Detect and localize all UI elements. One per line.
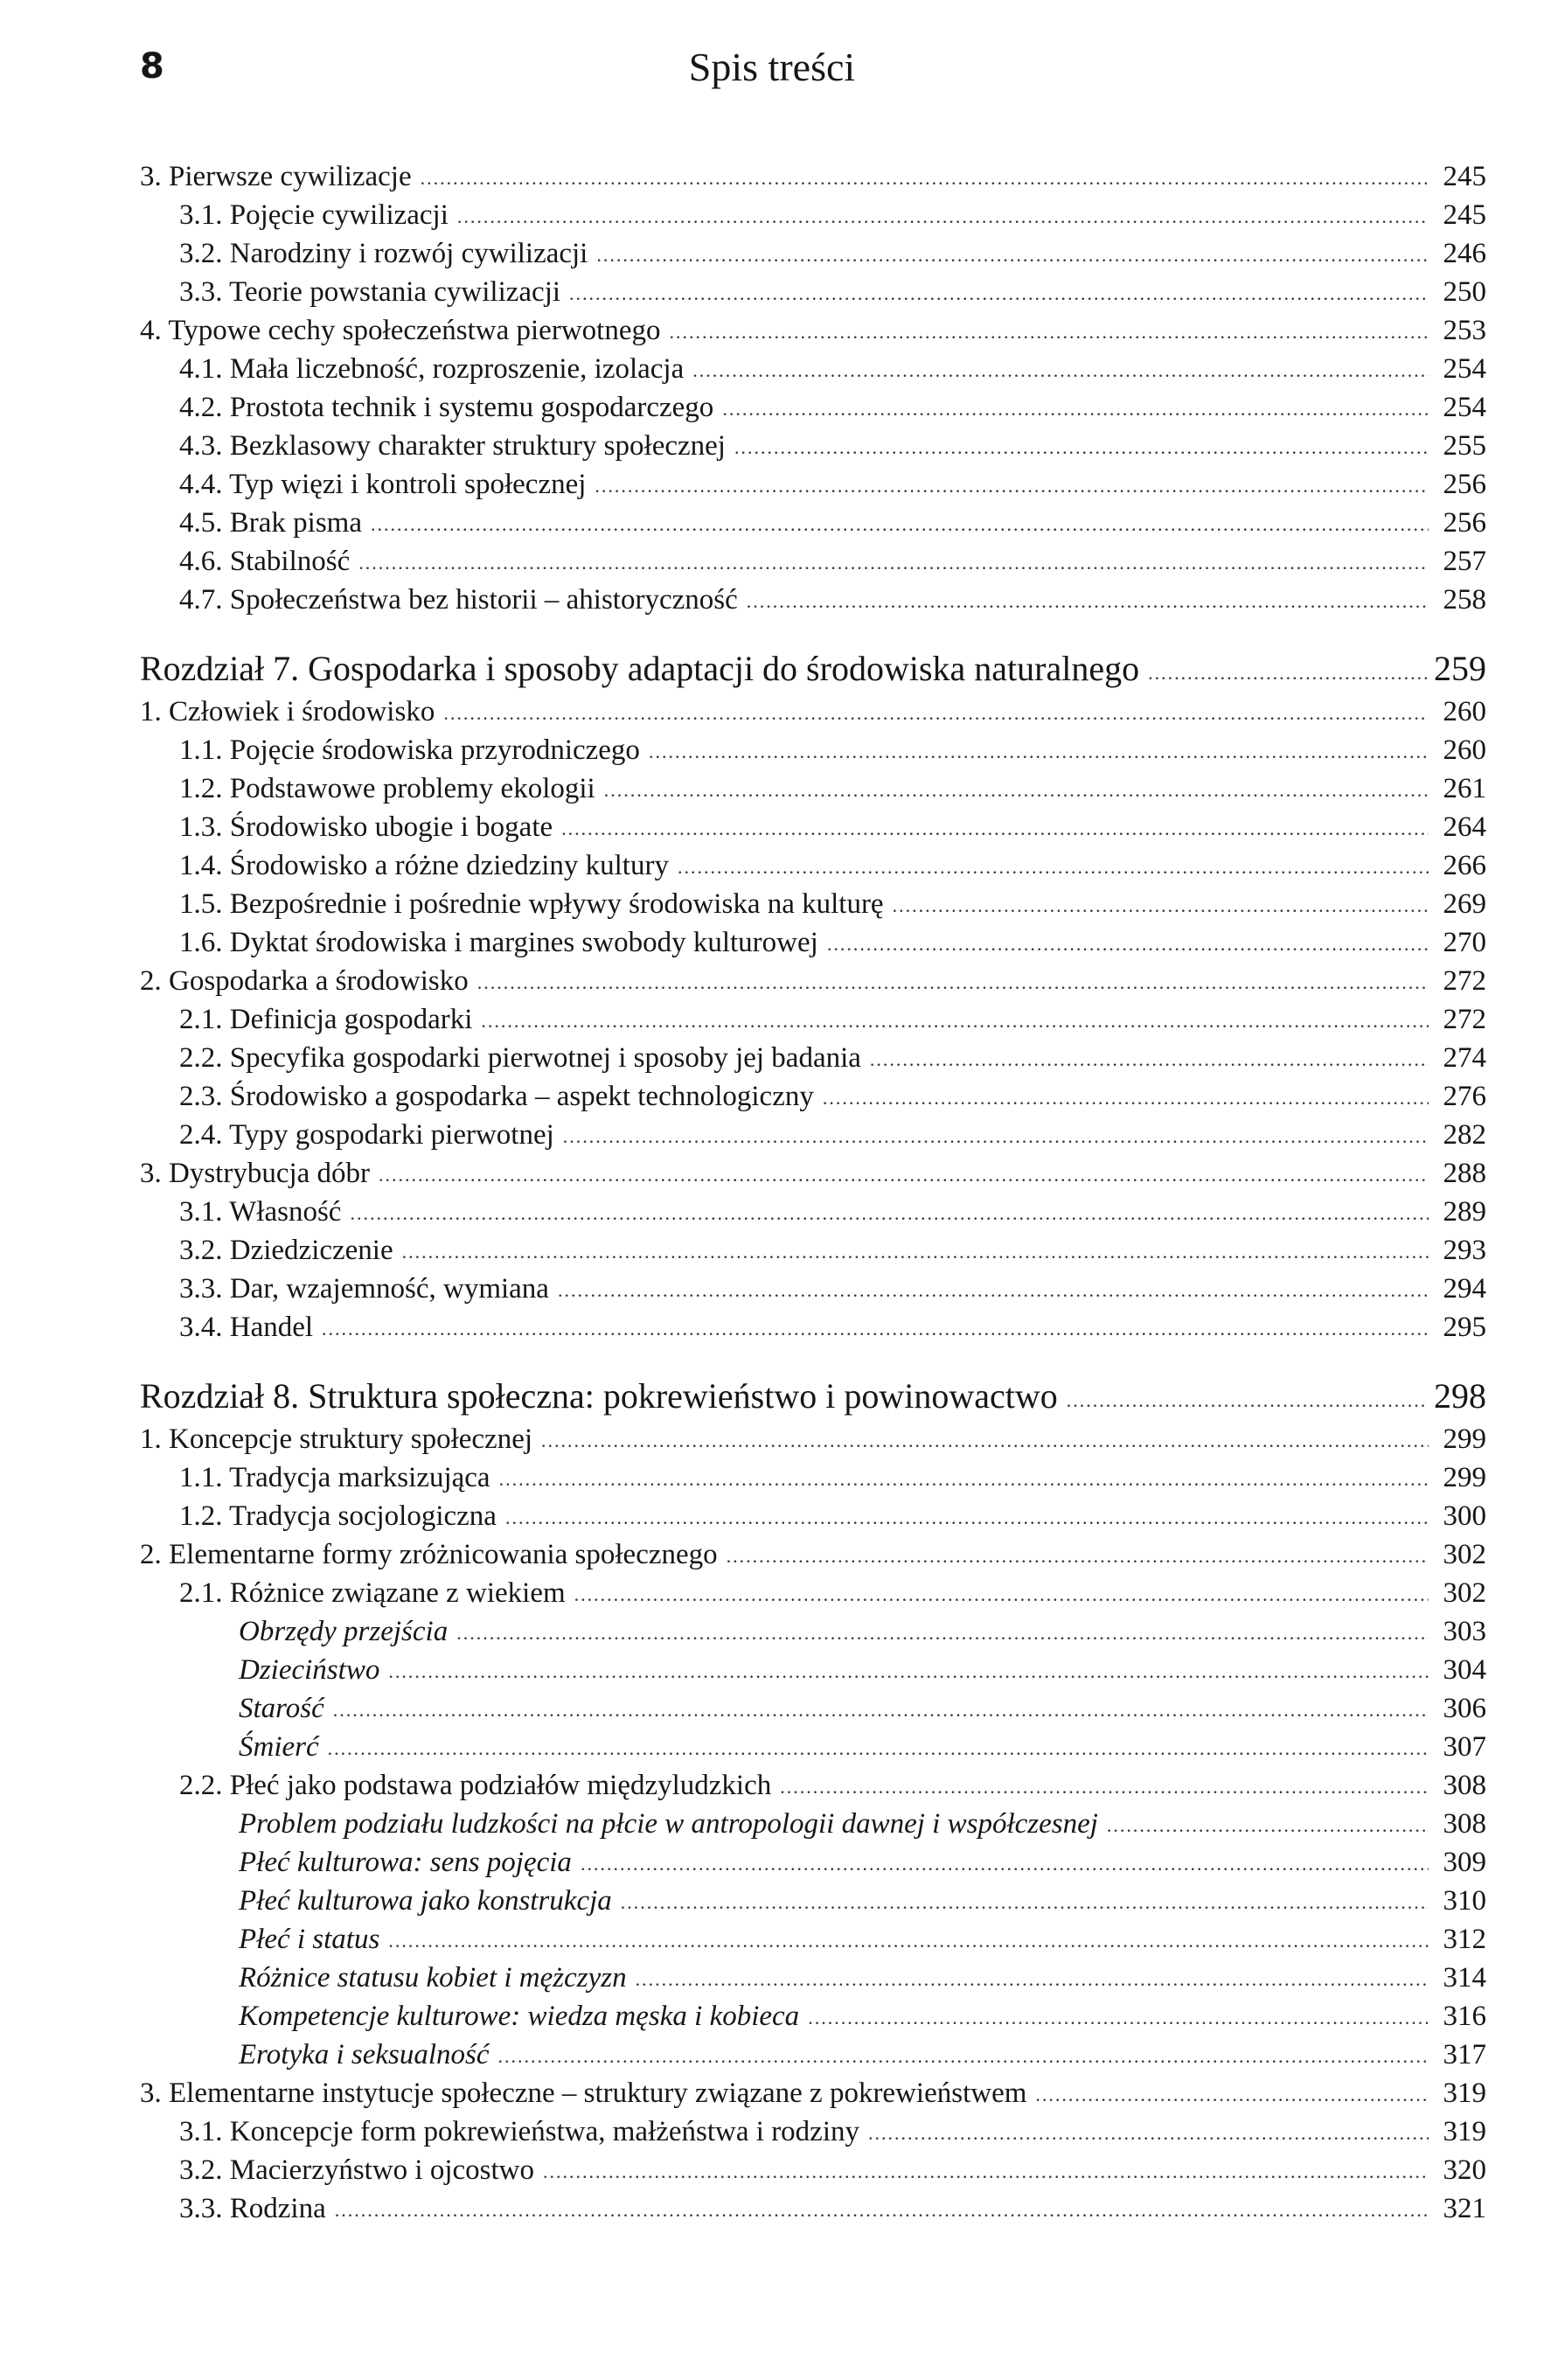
toc-entry-title: 4.7. Społeczeństwa bez historii – ahistoryczność <box>179 584 738 616</box>
toc-entry-page: 246 <box>1443 238 1486 269</box>
toc-entry-page: 294 <box>1443 1273 1486 1305</box>
toc-subsection <box>140 465 1486 504</box>
dot-leader <box>649 731 1429 769</box>
toc-subsection <box>140 1116 1486 1154</box>
dot-leader <box>379 1154 1429 1193</box>
toc-entry-page: 245 <box>1443 161 1486 192</box>
toc-topic <box>140 1997 1486 2036</box>
toc-entry-page: 254 <box>1443 353 1486 385</box>
toc-entry-page: 293 <box>1443 1235 1486 1266</box>
dot-leader <box>443 692 1429 731</box>
toc-entry-title: 1.2. Podstawowe problemy ekologii <box>179 773 595 804</box>
toc-entry-page: 314 <box>1443 1962 1486 1994</box>
toc-subsection <box>140 1458 1486 1497</box>
toc-topic <box>140 1805 1486 1843</box>
toc-entry-title: 2. Elementarne formy zróżnicowania społecznego <box>140 1539 718 1570</box>
toc-entry-title: Śmierć <box>239 1731 319 1763</box>
toc-entry-title: 2.2. Płeć jako podstawa podziałów międzyludzkich <box>179 1770 772 1801</box>
toc-entry-page: 253 <box>1443 315 1486 346</box>
toc-subsection <box>140 885 1486 923</box>
toc-topic <box>140 1920 1486 1959</box>
toc-entry-title: 1.2. Tradycja socjologiczna <box>179 1500 497 1532</box>
toc-topic <box>140 2036 1486 2074</box>
toc-entry-page: 310 <box>1443 1885 1486 1917</box>
toc-entry-page: 304 <box>1443 1654 1486 1686</box>
toc-section <box>140 1154 1486 1193</box>
toc-entry-page: 302 <box>1443 1539 1486 1570</box>
toc-entry-title: Starość <box>239 1693 324 1724</box>
dot-leader <box>558 1270 1429 1308</box>
toc-entry-page: 250 <box>1443 276 1486 308</box>
toc-entry-title: 3.2. Dziedziczenie <box>179 1235 393 1266</box>
toc-entry-page: 256 <box>1443 507 1486 539</box>
toc-entry-page: 274 <box>1443 1042 1486 1074</box>
toc-entry-title: 2.1. Definicja gospodarki <box>179 1004 473 1035</box>
toc-entry-page: 295 <box>1443 1312 1486 1343</box>
toc-topic <box>140 1882 1486 1920</box>
dot-leader <box>604 769 1429 808</box>
dot-leader <box>595 465 1429 504</box>
toc-entry-title: 4. Typowe cechy społeczeństwa pierwotnego <box>140 315 661 346</box>
dot-leader <box>388 1651 1429 1689</box>
toc-section <box>140 2074 1486 2112</box>
toc-entry-title: 3.1. Własność <box>179 1196 342 1228</box>
toc-entry-title: Rozdział 8. Struktura społeczna: pokrewieństwo i powinowactwo <box>140 1376 1058 1416</box>
toc-entry-title: 2.4. Typy gospodarki pierwotnej <box>179 1119 554 1151</box>
dot-leader <box>388 1920 1429 1959</box>
toc-entry-title: 3.1. Koncepcje form pokrewieństwa, małżeństwa i rodziny <box>179 2116 859 2147</box>
dot-leader <box>574 1574 1429 1612</box>
toc-entry-title: 2.1. Różnice związane z wiekiem <box>179 1577 566 1609</box>
toc-entry-page: 255 <box>1443 430 1486 462</box>
toc-topic <box>140 1651 1486 1689</box>
dot-leader <box>678 846 1429 885</box>
toc-subsection <box>140 2189 1486 2228</box>
toc-section <box>140 311 1486 350</box>
dot-leader <box>481 1000 1429 1039</box>
toc-subsection <box>140 1497 1486 1535</box>
dot-leader <box>371 504 1429 542</box>
dot-leader <box>498 2036 1429 2074</box>
toc-subsection <box>140 234 1486 273</box>
toc-section <box>140 157 1486 196</box>
toc-entry-page: 269 <box>1443 888 1486 920</box>
dot-leader <box>1067 1373 1427 1420</box>
toc-subsection <box>140 1039 1486 1077</box>
toc-entry-title: 1.4. Środowisko a różne dziedziny kultury <box>179 850 669 881</box>
page-number: 8 <box>140 46 164 87</box>
toc-entry-page: 256 <box>1443 469 1486 500</box>
toc-section <box>140 692 1486 731</box>
toc-entry-title: 1.5. Bezpośrednie i pośrednie wpływy środowiska na kulturę <box>179 888 884 920</box>
toc-subsection <box>140 731 1486 769</box>
toc-entry-page: 320 <box>1443 2154 1486 2186</box>
dot-leader <box>669 311 1429 350</box>
toc-entry-page: 299 <box>1443 1423 1486 1455</box>
toc-subsection <box>140 1193 1486 1231</box>
toc-subsection <box>140 273 1486 311</box>
toc-entry-page: 300 <box>1443 1500 1486 1532</box>
toc-entry-page: 282 <box>1443 1119 1486 1151</box>
toc-entry-title: Problem podziału ludzkości na płcie w antropologii dawnej i współczesnej <box>239 1808 1098 1840</box>
toc-subsection <box>140 1574 1486 1612</box>
toc-entry-title: 4.4. Typ więzi i kontroli społecznej <box>179 469 587 500</box>
toc-entry-page: 276 <box>1443 1081 1486 1112</box>
toc-subsection <box>140 1231 1486 1270</box>
toc-entry-title: 4.3. Bezklasowy charakter struktury społecznej <box>179 430 726 462</box>
toc-subsection <box>140 1308 1486 1347</box>
toc-subsection <box>140 923 1486 962</box>
dot-leader <box>505 1497 1429 1535</box>
toc-subsection <box>140 388 1486 427</box>
toc-entry-page: 321 <box>1443 2193 1486 2224</box>
toc-entry-title: Obrzędy przejścia <box>239 1616 449 1647</box>
toc-entry-title: 3.2. Narodziny i rozwój cywilizacji <box>179 238 588 269</box>
toc-entry-title: 3.4. Handel <box>179 1312 314 1343</box>
toc-entry-page: 259 <box>1434 649 1486 688</box>
dot-leader <box>808 1997 1429 2036</box>
toc-subsection <box>140 1077 1486 1116</box>
toc-section <box>140 1535 1486 1574</box>
toc-topic <box>140 1689 1486 1728</box>
dot-leader <box>322 1308 1429 1347</box>
toc-section <box>140 1420 1486 1458</box>
toc-subsection <box>140 808 1486 846</box>
toc-subsection <box>140 2151 1486 2189</box>
toc-entry-title: 4.6. Stabilność <box>179 546 351 577</box>
toc-entry-page: 319 <box>1443 2077 1486 2109</box>
toc-subsection <box>140 1000 1486 1039</box>
toc-entry-title: Erotyka i seksualność <box>239 2039 490 2070</box>
toc-entry-title: 3. Dystrybucja dóbr <box>140 1158 371 1189</box>
toc-entry-title: 1.3. Środowisko ubogie i bogate <box>179 811 553 843</box>
toc-entry-page: 312 <box>1443 1924 1486 1955</box>
toc-entry-title: 2. Gospodarka a środowisko <box>140 965 469 997</box>
toc-entry-page: 258 <box>1443 584 1486 616</box>
dot-leader <box>596 234 1429 273</box>
toc-entry-title: Rozdział 7. Gospodarka i sposoby adaptacji do środowiska naturalnego <box>140 649 1140 688</box>
toc-entry-title: Płeć kulturowa: sens pojęcia <box>239 1847 572 1878</box>
toc-entry-title: 2.3. Środowisko a gospodarka – aspekt technologiczny <box>179 1081 814 1112</box>
toc-entry-title: 3.2. Macierzyństwo i ojcostwo <box>179 2154 535 2186</box>
toc-entry-page: 299 <box>1443 1462 1486 1493</box>
toc-chapter-heading <box>140 1373 1486 1420</box>
dot-leader <box>1035 2074 1429 2112</box>
toc-entry-page: 272 <box>1443 965 1486 997</box>
toc-topic <box>140 1843 1486 1882</box>
toc-subsection <box>140 581 1486 619</box>
toc-entry-page: 316 <box>1443 2001 1486 2032</box>
toc-entry-page: 302 <box>1443 1577 1486 1609</box>
toc-subsection <box>140 769 1486 808</box>
dot-leader <box>722 388 1429 427</box>
toc-topic <box>140 1728 1486 1766</box>
toc-entry-page: 260 <box>1443 696 1486 727</box>
toc-subsection <box>140 1270 1486 1308</box>
dot-leader <box>541 1420 1429 1458</box>
dot-leader <box>893 885 1429 923</box>
dot-leader <box>563 1116 1429 1154</box>
toc-entry-title: 1. Człowiek i środowisko <box>140 696 435 727</box>
dot-leader <box>780 1766 1429 1805</box>
toc-entry-title: 4.5. Brak pisma <box>179 507 362 539</box>
toc-subsection <box>140 542 1486 581</box>
toc-topic <box>140 1612 1486 1651</box>
toc-entry-page: 272 <box>1443 1004 1486 1035</box>
toc-section <box>140 962 1486 1000</box>
dot-leader <box>870 1039 1429 1077</box>
toc-entry-page: 245 <box>1443 199 1486 231</box>
toc-subsection <box>140 2112 1486 2151</box>
dot-leader <box>543 2151 1429 2189</box>
dot-leader <box>621 1882 1429 1920</box>
dot-leader <box>1107 1805 1429 1843</box>
toc-entry-page: 260 <box>1443 734 1486 766</box>
dot-leader <box>457 196 1429 234</box>
page-header <box>0 33 1544 103</box>
toc-entry-title: 1. Koncepcje struktury społecznej <box>140 1423 533 1455</box>
toc-entry-title: 1.1. Tradycja marksizująca <box>179 1462 490 1493</box>
toc-entry-page: 254 <box>1443 392 1486 423</box>
toc-subsection <box>140 427 1486 465</box>
dot-leader <box>727 1535 1429 1574</box>
dot-leader <box>402 1231 1429 1270</box>
toc-entry-page: 298 <box>1434 1376 1486 1416</box>
toc-subsection <box>140 350 1486 388</box>
dot-leader <box>477 962 1429 1000</box>
toc-subsection <box>140 196 1486 234</box>
dot-leader <box>561 808 1429 846</box>
running-title: Spis treści <box>688 45 856 89</box>
toc-entry-title: 4.1. Mała liczebność, rozproszenie, izolacja <box>179 353 685 385</box>
toc-entry-page: 261 <box>1443 773 1486 804</box>
toc-subsection <box>140 504 1486 542</box>
dot-leader <box>328 1728 1429 1766</box>
dot-leader <box>421 157 1429 196</box>
toc-entry-page: 317 <box>1443 2039 1486 2070</box>
toc-chapter-heading <box>140 645 1486 692</box>
toc-topic <box>140 1959 1486 1997</box>
toc-entry-page: 303 <box>1443 1616 1486 1647</box>
dot-leader <box>499 1458 1429 1497</box>
dot-leader <box>358 542 1429 581</box>
toc-subsection <box>140 1766 1486 1805</box>
toc-entry-title: 3. Pierwsze cywilizacje <box>140 161 412 192</box>
toc-entry-page: 308 <box>1443 1808 1486 1840</box>
dot-leader <box>692 350 1429 388</box>
dot-leader <box>333 1689 1429 1728</box>
toc-entry-page: 309 <box>1443 1847 1486 1878</box>
dot-leader <box>569 273 1429 311</box>
toc-entry-title: 3.3. Teorie powstania cywilizacji <box>179 276 561 308</box>
toc-entry-page: 307 <box>1443 1731 1486 1763</box>
toc-subsection <box>140 846 1486 885</box>
dot-leader <box>734 427 1429 465</box>
toc-entry-title: 3.3. Dar, wzajemność, wymiana <box>179 1273 549 1305</box>
toc-entry-title: Płeć kulturowa jako konstrukcja <box>239 1885 612 1917</box>
dot-leader <box>456 1612 1429 1651</box>
toc-entry-page: 266 <box>1443 850 1486 881</box>
dot-leader <box>335 2189 1429 2228</box>
toc-entry-title: 4.2. Prostota technik i systemu gospodarczego <box>179 392 714 423</box>
toc-entry-page: 289 <box>1443 1196 1486 1228</box>
dot-leader <box>636 1959 1429 1997</box>
toc-entry-title: 3.1. Pojęcie cywilizacji <box>179 199 449 231</box>
toc-entry-title: 3. Elementarne instytucje społeczne – struktury związane z pokrewieństwem <box>140 2077 1027 2109</box>
toc-entry-title: 2.2. Specyfika gospodarki pierwotnej i sposoby jej badania <box>179 1042 861 1074</box>
dot-leader <box>747 581 1429 619</box>
toc-entry-title: 1.6. Dyktat środowiska i margines swobody kulturowej <box>179 927 818 958</box>
toc-entry-page: 257 <box>1443 546 1486 577</box>
dot-leader <box>350 1193 1429 1231</box>
toc-entry-page: 306 <box>1443 1693 1486 1724</box>
toc-entry-page: 308 <box>1443 1770 1486 1801</box>
toc-entry-page: 264 <box>1443 811 1486 843</box>
dot-leader <box>827 923 1429 962</box>
toc-entry-page: 319 <box>1443 2116 1486 2147</box>
toc-entry-title: Płeć i status <box>239 1924 380 1955</box>
toc-entry-title: 1.1. Pojęcie środowiska przyrodniczego <box>179 734 640 766</box>
dot-leader <box>1148 645 1427 692</box>
toc-entry-title: Kompetencje kulturowe: wiedza męska i kobieca <box>239 2001 800 2032</box>
dot-leader <box>581 1843 1429 1882</box>
toc-entry-title: 3.3. Rodzina <box>179 2193 326 2224</box>
toc-entry-page: 270 <box>1443 927 1486 958</box>
toc-entry-title: Dzieciństwo <box>239 1654 380 1686</box>
toc-entry-page: 288 <box>1443 1158 1486 1189</box>
dot-leader <box>823 1077 1429 1116</box>
toc-entry-title: Różnice statusu kobiet i mężczyzn <box>239 1962 627 1994</box>
dot-leader <box>868 2112 1429 2151</box>
